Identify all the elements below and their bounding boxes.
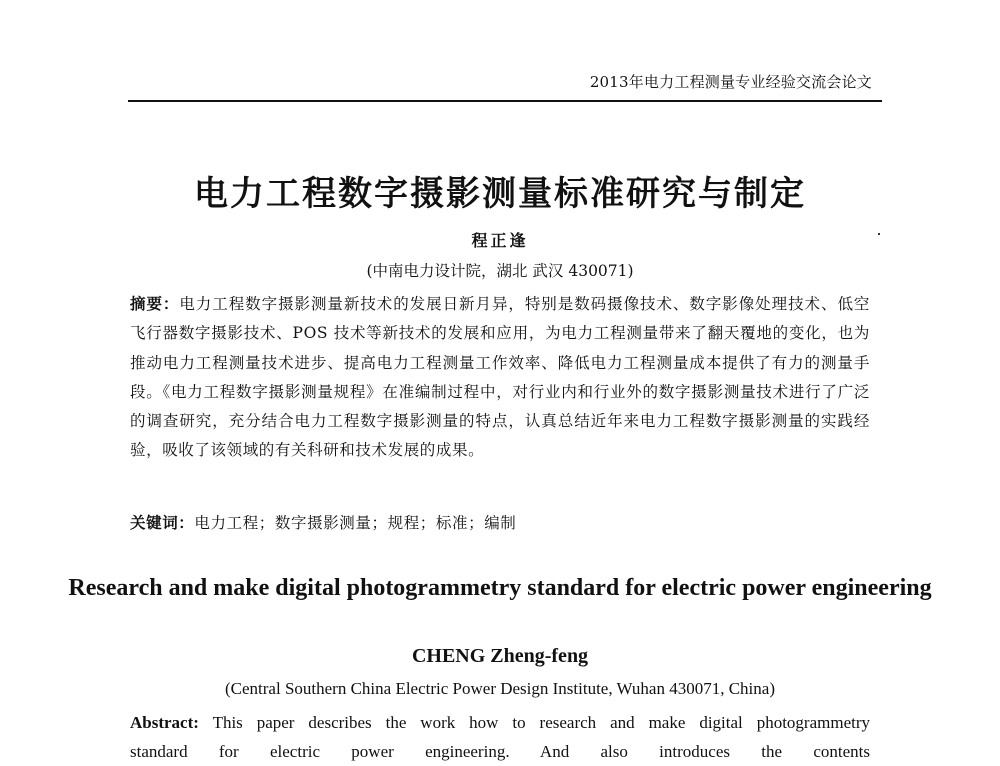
running-header: 2013年电力工程测量专业经验交流会论文 xyxy=(589,73,872,91)
abstract-label-chinese: 摘要： xyxy=(130,295,180,313)
keywords-text-chinese: 电力工程；数字摄影测量；规程；标准；编制 xyxy=(194,514,517,532)
author-english: CHENG Zheng-feng xyxy=(411,645,589,667)
abstract-english xyxy=(130,708,870,766)
keywords-chinese xyxy=(130,511,870,533)
keywords-label-chinese: 关键词： xyxy=(130,514,195,532)
abstract-text-chinese: 电力工程数字摄影测量新技术的发展日新月异，特别是数码摄像技术、数字影像处理技术、低空飞行器数字摄影技术、POS 技术等新技术的发展和应用，为电力工程测量带来了翻天覆地的变化，也为推动电力工程测量技术进步、提高电力工程测量工作效率、降低电力工程测量成本提供了有力的测量手段。《电力工程数字摄影测量规程》在准编制过程中，对行业内和行业外的数字摄影测量技术进行了广泛的调查研究，充分结合电力工程数字摄影测量的特点，认真总结近年来电力工程数字摄影测量的实践经验，吸收了该领域的有关科研和技术发展的成果。 xyxy=(130,295,870,460)
abstract-text-english: This paper describes the work how to research and make digital photogrammetry standard for electric power engineering. And also introduces the contents xyxy=(130,713,871,761)
affiliation-chinese: (中南电力设计院，湖北 武汉 430071) xyxy=(366,262,634,280)
affiliation-english: (Central Southern China Electric Power Design Institute, Wuhan 430071, China) xyxy=(225,679,775,698)
title-chinese: 电力工程数字摄影测量标准研究与制定 xyxy=(194,174,806,214)
header-rule xyxy=(128,100,882,102)
scan-speck xyxy=(878,233,880,235)
abstract-chinese xyxy=(130,290,870,466)
title-english: Research and make digital photogrammetry standard for electric power engineering xyxy=(68,575,932,601)
author-chinese: 程正逢 xyxy=(471,231,529,250)
abstract-label-english: Abstract: xyxy=(130,713,199,732)
